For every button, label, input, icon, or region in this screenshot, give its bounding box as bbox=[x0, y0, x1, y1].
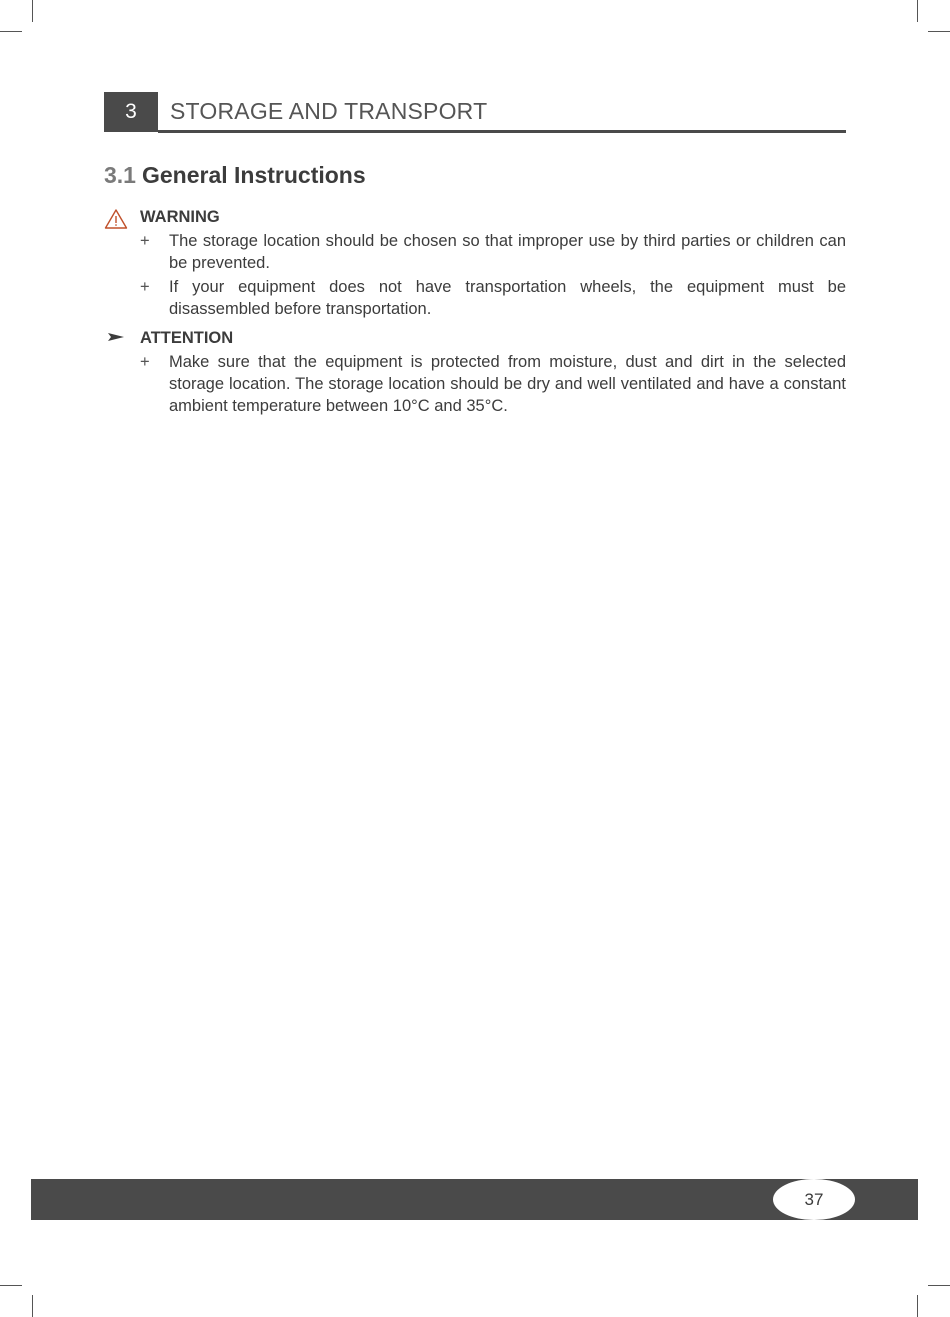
plus-bullet: + bbox=[140, 278, 150, 296]
section-heading bbox=[104, 162, 366, 189]
crop-mark bbox=[0, 1285, 22, 1286]
section-title: General Instructions bbox=[141, 162, 366, 188]
list-item bbox=[140, 230, 846, 274]
warning-notice bbox=[104, 208, 846, 320]
list-item bbox=[140, 276, 846, 320]
crop-mark bbox=[917, 1295, 918, 1317]
chapter-title: STORAGE AND TRANSPORT bbox=[170, 98, 488, 124]
arrow-pointer-icon bbox=[107, 331, 125, 349]
crop-mark bbox=[917, 0, 918, 22]
warning-list bbox=[140, 230, 846, 322]
section-number: 3.1 bbox=[104, 162, 136, 188]
attention-list bbox=[140, 351, 846, 419]
crop-mark bbox=[32, 0, 33, 22]
crop-mark bbox=[32, 1295, 33, 1317]
warning-triangle-icon bbox=[104, 208, 128, 235]
crop-mark bbox=[928, 1285, 950, 1286]
chapter-underline bbox=[158, 130, 846, 133]
warning-label: WARNING bbox=[140, 208, 220, 226]
page-number: 37 bbox=[773, 1179, 855, 1220]
plus-bullet: + bbox=[140, 232, 150, 250]
plus-bullet: + bbox=[140, 353, 150, 371]
attention-notice bbox=[104, 329, 846, 419]
attention-label: ATTENTION bbox=[140, 329, 234, 347]
crop-mark bbox=[0, 31, 22, 32]
list-item-text: Make sure that the equipment is protected from moisture, dust and dirt in the selected storage location. The storage location should be dry and well ventilated and have a constant ambient temperature between 10°C and 35°C. bbox=[169, 353, 846, 415]
list-item-text: If your equipment does not have transportation wheels, the equipment must be disassembled before transportation. bbox=[169, 278, 846, 318]
list-item-text: The storage location should be chosen so that improper use by third parties or children can be prevented. bbox=[169, 232, 846, 272]
list-item bbox=[140, 351, 846, 417]
crop-mark bbox=[928, 31, 950, 32]
chapter-header bbox=[104, 92, 846, 132]
chapter-number: 3 bbox=[104, 92, 158, 132]
